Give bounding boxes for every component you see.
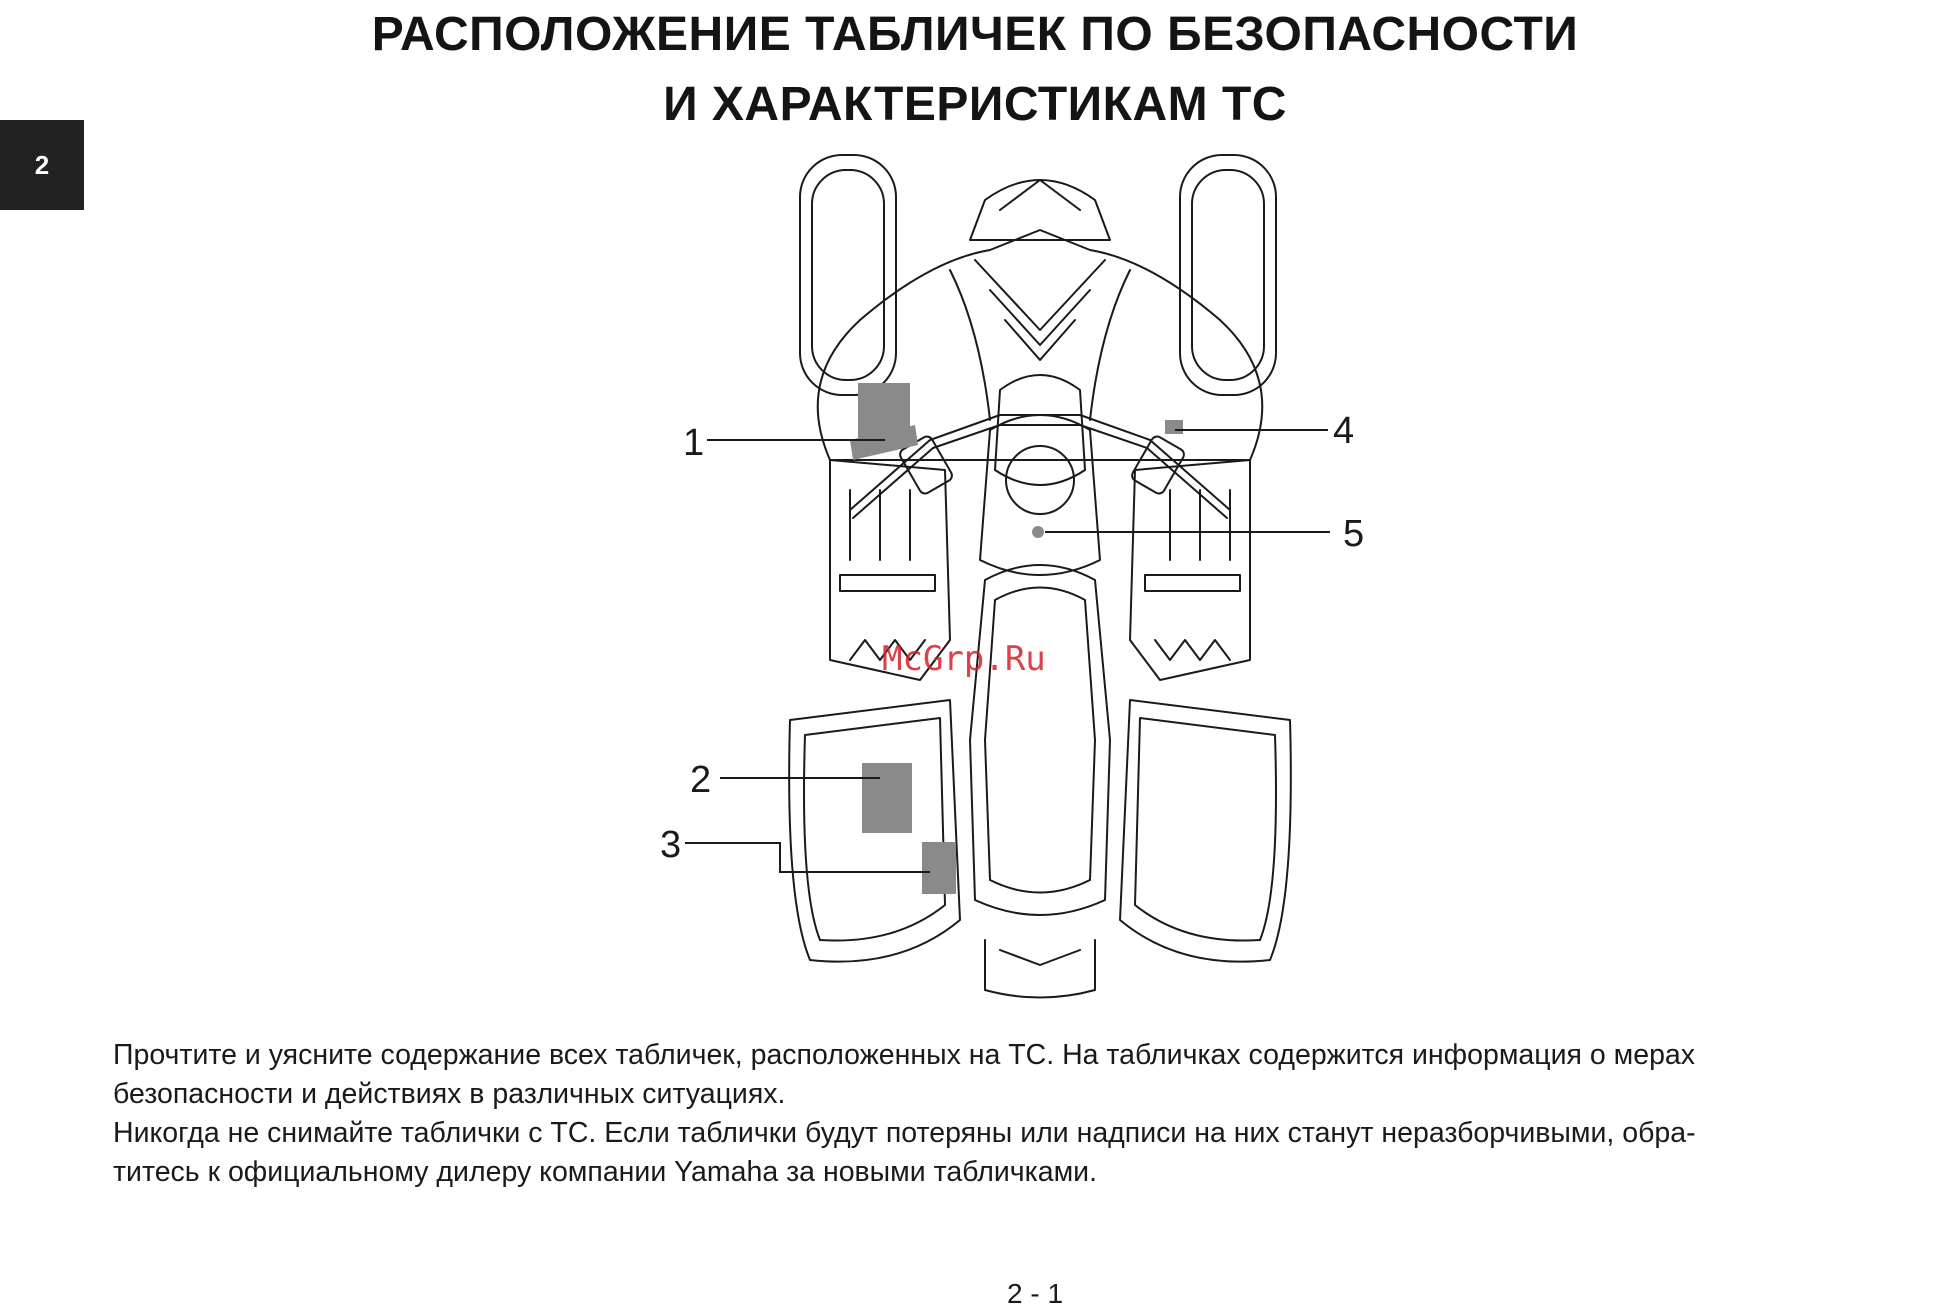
- callout-3: 3: [660, 824, 682, 866]
- seat: [970, 565, 1110, 915]
- rear-grab-bar: [985, 940, 1095, 998]
- page-title-line-2: И ХАРАКТЕРИСТИКАМ ТС: [663, 78, 1287, 131]
- fuel-tank: [980, 415, 1100, 575]
- body-line-1: Прочтите и уясните содержание всех табличек, расположенных на ТС. На табличках содержится информация о мерах: [113, 1039, 1696, 1071]
- label-5-center: [1032, 526, 1044, 538]
- chapter-tab: 2: [0, 120, 84, 210]
- page-number: 2 - 1: [1006, 1278, 1064, 1309]
- body-line-3: Никогда не снимайте таблички с ТС. Если таблички будут потеряны или надписи на них станут неразборчивыми, обра-: [113, 1117, 1696, 1149]
- callout-2: 2: [690, 759, 712, 801]
- callout-4: 4: [1333, 410, 1355, 452]
- body-line-2: безопасности и действиях в различных ситуациях.: [113, 1078, 786, 1110]
- callout-5: 5: [1343, 513, 1365, 555]
- label-3-rear-fender-lower: [922, 842, 956, 894]
- watermark-logo: McGrp.Ru: [882, 639, 1046, 679]
- body-text: [113, 1036, 1950, 1192]
- body-line-4: титесь к официальному дилеру компании Yamaha за новыми табличками.: [113, 1156, 1098, 1188]
- label-4-handlebar-right: [1165, 420, 1183, 434]
- callout-1: 1: [683, 422, 705, 464]
- label-2-rear-fender: [862, 763, 912, 833]
- page-title-line-1: РАСПОЛОЖЕНИЕ ТАБЛИЧЕК ПО БЕЗОПАСНОСТИ: [371, 8, 1579, 61]
